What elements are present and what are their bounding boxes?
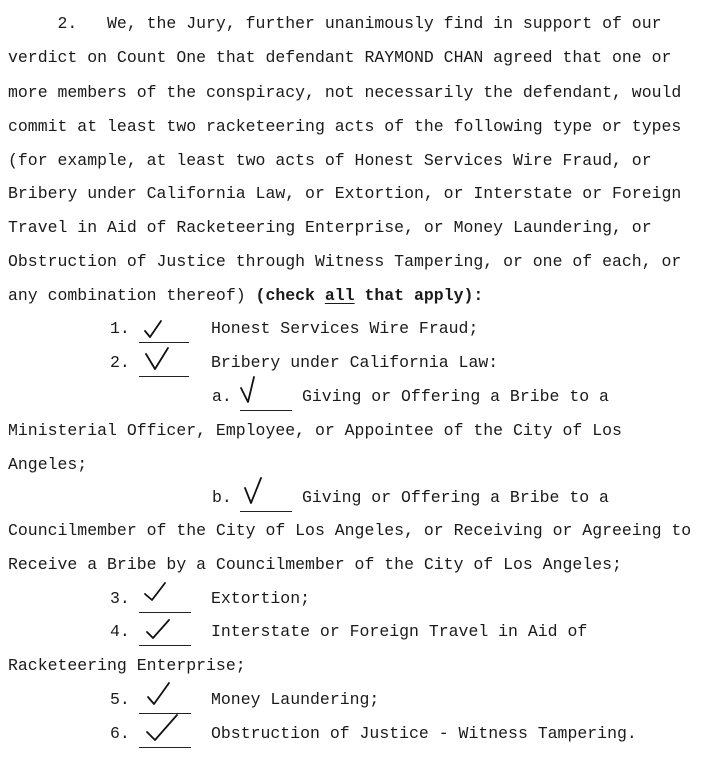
check-mark-icon: [141, 580, 175, 608]
item-number: 6.: [110, 724, 130, 743]
check-mark-icon: [143, 712, 183, 746]
item-label: Money Laundering;: [211, 690, 380, 709]
paragraph-line: Bribery under California Law, or Extortion, or Interstate or Foreign: [8, 184, 682, 203]
paragraph-line-last: [8, 286, 483, 306]
paragraph-line: 2. We, the Jury, further unanimously find in support of our: [8, 14, 662, 33]
subitem-label-cont: Ministerial Officer, Employee, or Appointee of the City of Los: [8, 421, 622, 440]
item-number: 5.: [110, 690, 130, 709]
paragraph-line: verdict on Count One that defendant RAYMOND CHAN agreed that one or: [8, 48, 672, 67]
check-mark-icon: [141, 318, 171, 342]
subitem-letter: b.: [212, 488, 232, 507]
item-label: Interstate or Foreign Travel in Aid of: [211, 622, 588, 641]
item-label: Bribery under California Law:: [211, 353, 499, 372]
paragraph-line: (for example, at least two acts of Honest Services Wire Fraud, or: [8, 151, 652, 170]
item-number: 1.: [110, 319, 130, 338]
subitem-label: Giving or Offering a Bribe to a: [302, 488, 609, 507]
instruction-pre: (check: [255, 286, 325, 305]
paragraph-line: commit at least two racketeering acts of the following type or types: [8, 117, 682, 136]
paragraph-line: Obstruction of Justice through Witness Tampering, or one of each, or: [8, 252, 682, 271]
paragraph-line: Travel in Aid of Racketeering Enterprise, or Money Laundering, or: [8, 218, 652, 237]
instruction-post: that apply):: [354, 286, 484, 305]
item-label: Honest Services Wire Fraud;: [211, 319, 479, 338]
paragraph-line: more members of the conspiracy, not necessarily the defendant, would: [8, 83, 682, 102]
subitem-label-cont: Receive a Bribe by a Councilmember of the City of Los Angeles;: [8, 555, 622, 574]
subitem-label: Giving or Offering a Bribe to a: [302, 387, 609, 406]
subitem-letter: a.: [212, 387, 232, 406]
check-mark-icon: [141, 616, 175, 644]
check-mark-icon: [143, 680, 177, 710]
item-number: 3.: [110, 589, 130, 608]
subitem-label-cont: Councilmember of the City of Los Angeles, or Receiving or Agreeing to: [8, 521, 692, 540]
paragraph-text: any combination thereof): [8, 286, 256, 305]
item-number: 4.: [110, 622, 130, 641]
check-mark-icon: [143, 346, 175, 376]
instruction-all: all: [324, 286, 355, 305]
item-label-cont: Racketeering Enterprise;: [8, 656, 246, 675]
check-mark-icon: [242, 476, 272, 510]
check-mark-icon: [238, 374, 270, 408]
subitem-label-cont: Angeles;: [8, 455, 88, 474]
item-number: 2.: [110, 353, 130, 372]
item-label: Extortion;: [211, 589, 311, 608]
item-label: Obstruction of Justice - Witness Tampering.: [211, 724, 637, 743]
